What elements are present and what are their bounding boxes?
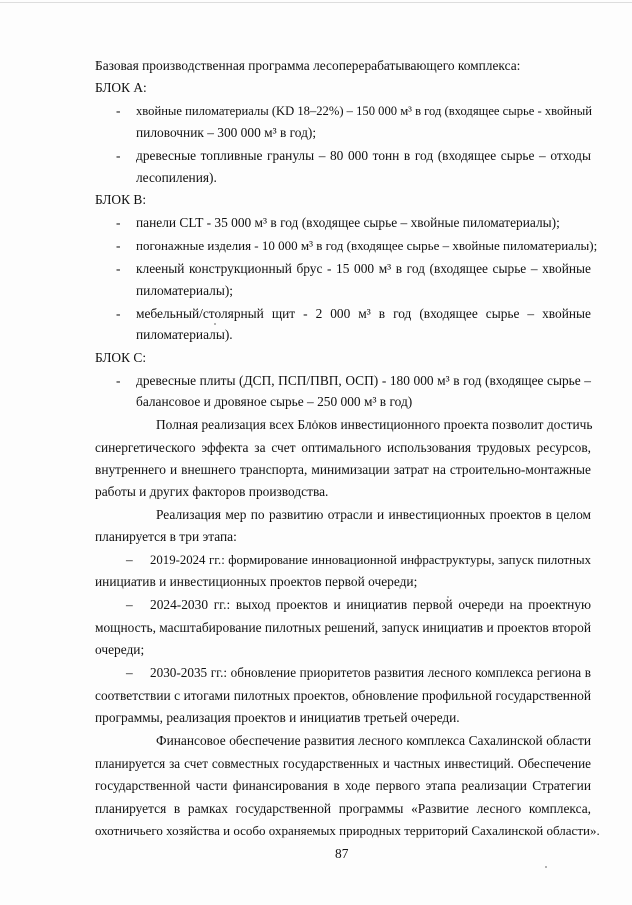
page-number: 87 bbox=[335, 846, 349, 861]
stage-2-line-1: 2024-2030 гг.: выход проектов и инициатив первой очереди на проектную bbox=[150, 597, 591, 612]
stage-2-line-2: мощность, масштабирование пилотных решений, запуск инициатив и проектов второй bbox=[95, 620, 591, 635]
stage-dash: – bbox=[126, 665, 133, 680]
bullet-dash: - bbox=[116, 215, 121, 230]
paragraph-3-line-3: государственной части финансирования в ходе первого этапа реализации Стратегии bbox=[95, 778, 591, 793]
paragraph-3-line-5: охотничьего хозяйства и особо охраняемых природных территорий Сахалинской области». bbox=[95, 823, 600, 838]
block-b-item-4: мебельный/столярный щит - 2 000 м³ в год (входящее сырье – хвойные bbox=[136, 306, 591, 321]
bullet-dash: - bbox=[116, 261, 121, 276]
paragraph-1-line-4: работы и других факторов производства. bbox=[95, 484, 329, 499]
block-c-item-1: древесные плиты (ДСП, ПСП/ПВП, ОСП) - 180 000 м³ в год (входящее сырье – bbox=[136, 373, 591, 388]
block-b-item-2: погонажные изделия - 10 000 м³ в год (входящее сырье – хвойные пиломатериалы); bbox=[136, 238, 598, 253]
scan-edge-line bbox=[0, 2, 632, 3]
block-c-heading: БЛОК С: bbox=[95, 350, 147, 365]
block-a-item-2-cont: лесопиления). bbox=[136, 170, 217, 185]
paragraph-2-line-1: Реализация мер по развитию отрасли и инвестиционных проектов в целом bbox=[156, 507, 591, 522]
stage-dash: – bbox=[126, 597, 133, 612]
stage-1-line-1: 2019-2024 гг.: формирование инновационной инфраструктуры, запуск пилотных bbox=[150, 553, 591, 567]
block-a-item-2: древесные топливные гранулы – 80 000 тонн в год (входящее сырье – отходы bbox=[136, 148, 591, 163]
stage-3-line-3: программы, реализация проектов и инициатив третьей очереди. bbox=[95, 710, 460, 725]
block-b-heading: БЛОК В: bbox=[95, 192, 147, 207]
paragraph-1-line-1: Полная реализация всех Блоков инвестиционного проекта позволит достичь bbox=[156, 417, 593, 432]
block-a-item-1-cont: пиловочник – 300 000 м³ в год); bbox=[136, 125, 317, 140]
bullet-dash: - bbox=[116, 238, 121, 253]
stage-3-line-2: соответствии с итогами пилотных проектов, обновление профильной государственной bbox=[95, 688, 591, 703]
stage-3-line-1: 2030-2035 гг.: обновление приоритетов развития лесного комплекса региона в bbox=[150, 665, 591, 680]
bullet-dash: - bbox=[116, 103, 121, 118]
paragraph-3-line-4: планируется в рамках государственной программы «Развитие лесного комплекса, bbox=[95, 801, 591, 816]
intro-line: Базовая производственная программа лесоперерабатывающего комплекса: bbox=[95, 58, 521, 73]
block-b-item-3-cont: пиломатериалы); bbox=[136, 283, 234, 298]
stage-2-line-3: очереди; bbox=[95, 642, 145, 657]
bullet-dash: - bbox=[116, 306, 121, 321]
paragraph-1-line-3: внутреннего и внешнего транспорта, минимизации затрат на строительно-монтажные bbox=[95, 462, 591, 477]
paragraph-3-line-2: планируется за счет совместных государственных и частных инвестиций. Обеспечение bbox=[95, 756, 591, 771]
paragraph-1-line-2: синергетического эффекта за счет оптимального использования трудовых ресурсов, bbox=[95, 440, 591, 455]
block-c-item-1-cont: балансовое и дровяное сырье – 250 000 м³ в год) bbox=[136, 394, 413, 409]
paragraph-2-line-2: планируется в три этапа: bbox=[95, 529, 237, 544]
block-a-heading: БЛОК А: bbox=[95, 80, 147, 95]
bullet-dash: - bbox=[116, 373, 121, 388]
scan-speck bbox=[214, 323, 216, 325]
block-a-item-1: хвойные пиломатериалы (KD 18–22%) – 150 000 м³ в год (входящее сырье - хвойный bbox=[136, 104, 592, 118]
scan-speck bbox=[545, 866, 547, 868]
paragraph-3-line-1: Финансовое обеспечение развития лесного комплекса Сахалинской области bbox=[156, 733, 591, 748]
stage-dash: – bbox=[126, 552, 133, 567]
block-b-item-4-cont: пиломатериалы). bbox=[136, 327, 233, 342]
block-b-item-3: клееный конструкционный брус - 15 000 м³ в год (входящее сырье – хвойные bbox=[136, 261, 591, 276]
bullet-dash: - bbox=[116, 148, 121, 163]
stage-1-line-2: инициатив и инвестиционных проектов первой очереди; bbox=[95, 574, 418, 589]
block-b-item-1: панели CLT - 35 000 м³ в год (входящее сырье – хвойные пиломатериалы); bbox=[136, 215, 560, 230]
